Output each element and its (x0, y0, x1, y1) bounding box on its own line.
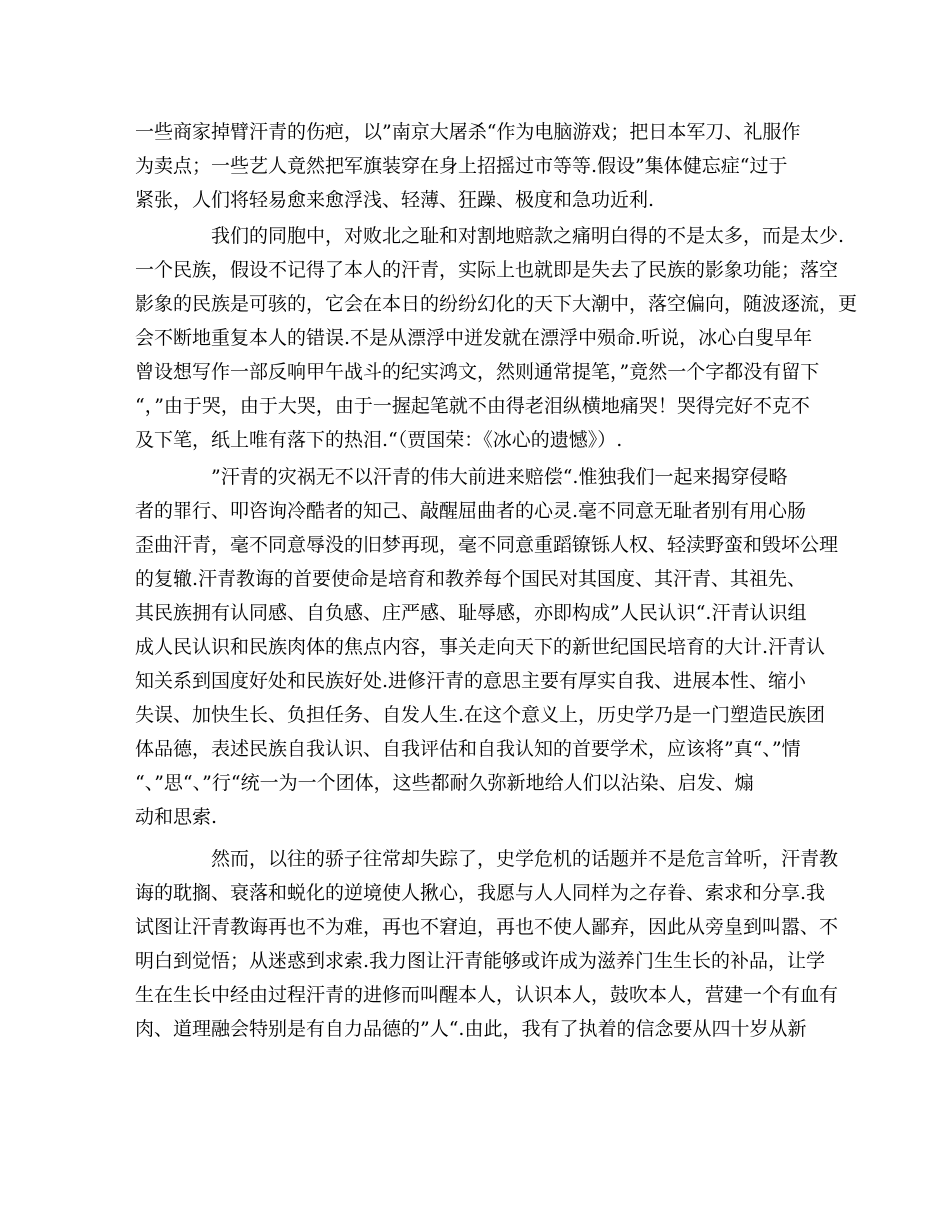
paragraph-1 (135, 115, 825, 217)
text-line: 动和思索. (135, 806, 218, 828)
text-line: 我们的同胞中，对败北之耻和对割地赔款之痛明白得的不是太多，而是太少. (211, 225, 845, 247)
text-line: 其民族拥有认同感、自负感、庄严感、耻辱感，亦即构成”人民认识“.汗青认识组 (135, 602, 807, 624)
text-line: 失误、加快生长、负担任务、自发人生.在这个意义上，历史学乃是一门塑造民族团 (135, 704, 826, 726)
text-line: “，”由于哭，由于大哭，由于一握起笔就不由得老泪纵横地痛哭！哭得完好不克不 (135, 395, 810, 417)
text-line: 的复辙.汗青教诲的首要使命是培育和教养每个国民对其国度、其汗青、其祖先、 (135, 568, 807, 590)
text-line: 者的罪行、叩咨询冷酷者的知己、敲醒屈曲者的心灵.毫不同意无耻者别有用心肠 (135, 500, 807, 522)
paragraph-3 (135, 460, 839, 834)
text-line: 为卖点；一些艺人竟然把军旗装穿在身上招摇过市等等.假设”集体健忘症“过于 (135, 155, 788, 177)
text-line: 及下笔，纸上唯有落下的热泪.“（贾国荣：《冰心的遗憾》）. (135, 429, 623, 451)
text-line: 试图让汗青教诲再也不为难，再也不窘迫，再也不使人鄙弃，因此从旁皇到叫嚣、不 (135, 916, 839, 938)
text-line: 会不断地重复本人的错误.不是从漂浮中迸发就在漂浮中殒命.听说，冰心白叟早年 (135, 327, 813, 349)
text-line: 紧张，人们将轻易愈来愈浮浅、轻薄、狂躁、极度和急功近利. (135, 189, 655, 211)
text-line: 知关系到国度好处和民族好处.进修汗青的意思主要有厚实自我、进展本性、缩小 (135, 670, 807, 692)
text-line: 然而，以往的骄子往常却失踪了，史学危机的话题并不是危言耸听，汗青教 (211, 848, 839, 870)
text-line: ”汗青的灾祸无不以汗青的伟大前进来赔偿“.惟独我们一起来揭穿侵略 (211, 466, 788, 488)
text-line: 曾设想写作一部反响甲午战斗的纪实鸿文，然则通常提笔，”竟然一个字都没有留下 (135, 361, 820, 383)
text-line: 影象的民族是可骇的，它会在本日的纷纷幻化的天下大潮中，落空偏向，随波逐流，更 (135, 293, 858, 315)
text-line: 明白到觉悟；从迷惑到求索.我力图让汗青能够或许成为滋养门生生长的补品，让学 (135, 950, 826, 972)
text-line: 生在生长中经由过程汗青的进修而叫醒本人，认识本人，鼓吹本人，营建一个有血有 (135, 984, 839, 1006)
text-line: “、”思“、”行“统一为一个团体，这些都耐久弥新地给人们以沾染、启发、煽 (135, 772, 754, 794)
text-line: 歪曲汗青，毫不同意辱没的旧梦再现，毫不同意重蹈镣铄人权、轻渎野蛮和毁坏公理 (135, 534, 839, 556)
text-line: 肉、道理融会特别是有自力品德的”人“.由此，我有了执着的信念要从四十岁从新 (135, 1018, 807, 1040)
text-line: 体品德，表述民族自我认识、自我评估和自我认知的首要学术，应该将”真“、”情 (135, 738, 801, 760)
text-line: 诲的耽搁、衰落和蜕化的逆境使人揪心，我愿与人人同样为之存眷、索求和分享.我 (135, 882, 826, 904)
paragraph-4 (135, 842, 839, 1046)
text-line: 成人民认识和民族肉体的焦点内容，事关走向天下的新世纪国民培育的大计.汗青认 (135, 636, 826, 658)
text-line: 一些商家掉臂汗青的伤疤，以”南京大屠杀“作为电脑游戏；把日本军刀、礼服作 (135, 121, 801, 143)
paragraph-2 (135, 219, 858, 457)
text-line: 一个民族，假设不记得了本人的汗青，实际上也就即是失去了民族的影象功能；落空 (135, 259, 839, 281)
